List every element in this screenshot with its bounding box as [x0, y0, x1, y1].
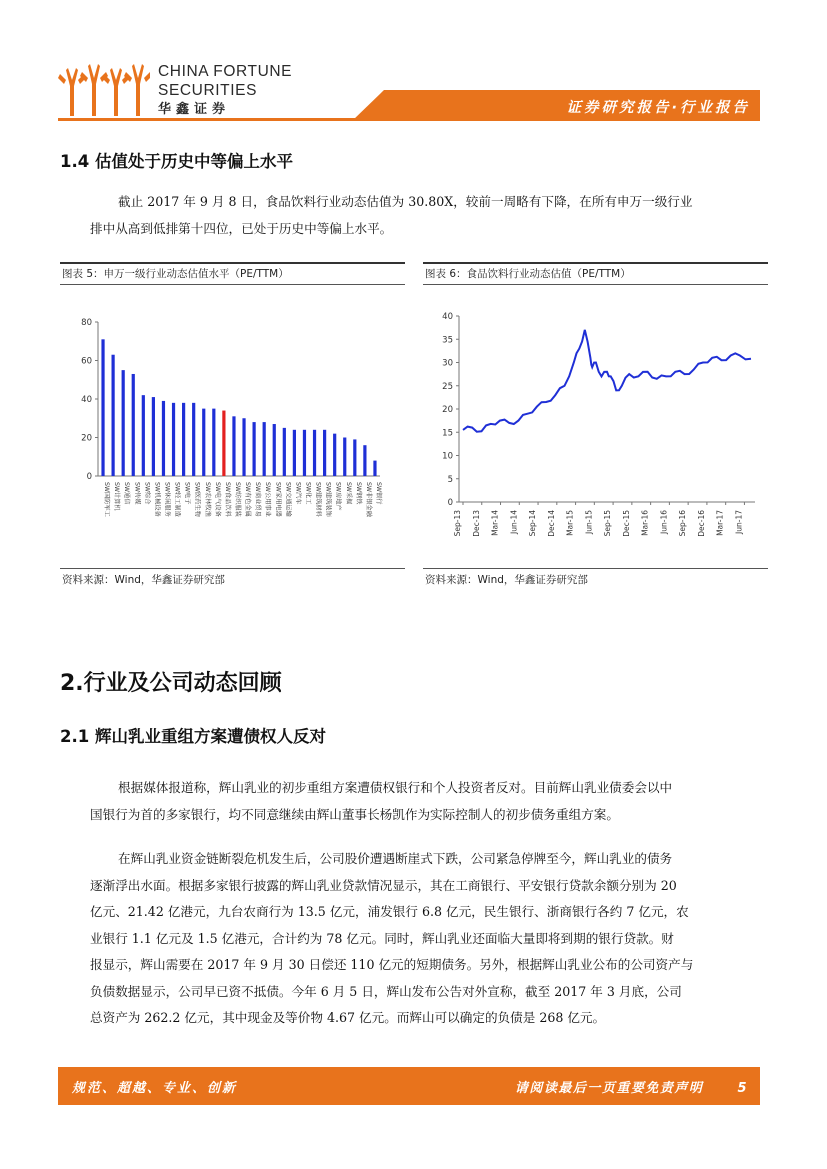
chart-top-rule	[423, 262, 768, 264]
bar	[112, 355, 115, 476]
bar	[313, 430, 316, 476]
bar	[162, 401, 165, 476]
x-tick-label: Jun-14	[509, 510, 519, 534]
bar	[273, 424, 276, 476]
category-label: SW公用事业	[264, 482, 272, 517]
category-label: SW建筑材料	[314, 482, 322, 517]
bar	[222, 411, 225, 476]
bar	[333, 434, 336, 476]
category-label: SW建筑装饰	[324, 482, 332, 517]
pe-series-line	[463, 330, 751, 432]
category-label: SW通信	[123, 482, 131, 505]
category-label: SW汽车	[294, 482, 302, 505]
category-label: SW采掘	[344, 482, 352, 505]
section-2-1-paragraph-1	[90, 775, 762, 828]
footer-disclaimer-block	[488, 1077, 748, 1096]
section-2-1-paragraph-2	[90, 846, 762, 1032]
category-label: SW农林牧渔	[203, 482, 211, 517]
x-tick-label: Sep-13	[453, 510, 462, 537]
y-tick-label: 20	[442, 405, 453, 415]
paragraph-line: 排中从高到低排第十四位，已处于历史中等偏上水平。	[90, 220, 393, 236]
chart-6-caption: 图表 6：食品饮料行业动态估值（PE/TTM）	[425, 268, 631, 280]
bar	[343, 438, 346, 477]
bar	[323, 430, 326, 476]
category-label: SW有色金属	[244, 482, 252, 517]
x-tick-label: Jun-16	[659, 510, 669, 534]
header-rule	[58, 118, 760, 121]
paragraph-line: 截止 2017 年 9 月 8 日，食品饮料行业动态估值为 30.80X，较前一周略有下降，在所有申万一级行业	[118, 194, 693, 209]
paragraph-line: 业银行 1.1 亿元及 1.5 亿港元，合计约为 78 亿元。同时，辉山乳业还面临大量即将到期的银行贷款。财	[90, 930, 674, 946]
bar	[353, 439, 356, 476]
category-label: SW食品饮料	[223, 482, 231, 517]
x-tick-label: Jun-15	[584, 510, 594, 534]
category-label: SW家用电器	[274, 482, 282, 517]
bar	[373, 461, 376, 476]
x-tick-label: Dec-14	[546, 510, 556, 537]
category-label: SW钢铁	[354, 482, 362, 505]
y-tick-label: 5	[447, 474, 453, 485]
section-heading-2: 2.行业及公司动态回顾	[60, 671, 282, 696]
bar	[122, 370, 125, 476]
category-label: SW国防军工	[103, 482, 111, 517]
footer-disclaimer: 请阅读最后一页重要免责声明	[514, 1081, 704, 1096]
section-heading-1-4: 1.4 估值处于历史中等偏上水平	[60, 152, 293, 171]
brand-name-cn: 华鑫证券	[158, 101, 231, 116]
y-tick-label: 0	[447, 498, 453, 508]
category-label: SW化工	[304, 482, 312, 505]
category-label: SW医药生物	[193, 482, 201, 517]
brand-block	[158, 62, 292, 118]
chart-6-source: 资料来源：Wind，华鑫证券研究部	[425, 574, 588, 586]
bar	[132, 374, 135, 476]
bar	[152, 397, 155, 476]
bar	[363, 445, 366, 476]
chart-source-rule	[423, 568, 768, 569]
category-label: SW机械设备	[153, 482, 161, 517]
paragraph-line: 总资产为 262.2 亿元，其中现金及等价物 4.67 亿元。而辉山可以确定的负债是 268 亿元。	[90, 1010, 606, 1025]
paragraph-line: 逐渐浮出水面。根据多家银行披露的辉山乳业贷款情况显示，其在工商银行、平安银行贷款余额分别为 20	[90, 877, 677, 893]
x-tick-label: Mar-15	[565, 510, 575, 536]
y-tick-label: 40	[442, 312, 453, 322]
paragraph-line: 根据媒体报道称，辉山乳业的初步重组方案遭债权银行和个人投资者反对。目前辉山乳业债委会以中	[118, 780, 673, 795]
category-label: SW休闲服务	[163, 482, 171, 517]
category-label: SW电子	[183, 482, 191, 505]
line-chart	[423, 288, 768, 568]
x-tick-label: Sep-14	[528, 510, 538, 537]
bar	[263, 422, 266, 476]
report-type: 证券研究报告·行业报告	[566, 100, 750, 116]
y-tick-label: 0	[86, 472, 92, 482]
x-tick-label: Dec-13	[471, 510, 481, 537]
x-tick-label: Sep-15	[603, 510, 613, 537]
company-logo-icon	[58, 60, 150, 120]
chart-6-panel	[423, 262, 768, 592]
paragraph-line: 亿元、21.42 亿港元，九台农商行为 13.5 亿元，浦发银行 6.8 亿元，民生银行、浙商银行各约 7 亿元，农	[90, 904, 689, 919]
bar	[283, 428, 286, 476]
bar	[242, 418, 245, 476]
chart-caption-rule	[60, 284, 405, 285]
category-label: SW银行	[374, 482, 382, 505]
category-label: SW电气设备	[213, 482, 221, 517]
y-tick-label: 10	[442, 451, 453, 462]
category-label: SW非银金融	[364, 482, 372, 517]
bar	[212, 409, 215, 476]
y-tick-label: 40	[81, 395, 92, 405]
category-label: SW综合	[143, 482, 151, 505]
category-label: SW传媒	[133, 482, 141, 505]
x-tick-label: Mar-17	[715, 510, 725, 536]
category-label: SW商业贸易	[254, 482, 262, 517]
bar	[142, 395, 145, 476]
brand-name-en-line2: SECURITIES	[158, 82, 258, 99]
y-tick-label: 35	[442, 335, 453, 346]
page-number: 5	[737, 1081, 748, 1096]
y-tick-label: 15	[442, 428, 453, 439]
x-tick-label: Sep-16	[678, 510, 688, 537]
x-tick-label: Dec-15	[621, 510, 631, 537]
chart-5-panel	[60, 262, 405, 592]
y-tick-label: 25	[442, 381, 453, 392]
y-tick-label: 30	[442, 358, 453, 369]
x-tick-label: Jun-17	[734, 510, 744, 534]
y-tick-label: 80	[81, 318, 92, 328]
bar	[293, 430, 296, 476]
category-label: SW计算机	[113, 482, 121, 511]
chart-source-rule	[60, 568, 405, 569]
bar	[182, 403, 185, 476]
x-tick-label: Mar-16	[640, 510, 650, 536]
chart-caption-rule	[423, 284, 768, 285]
bar	[232, 416, 235, 476]
category-label: SW纺织服装	[233, 482, 241, 517]
section-1-4-paragraph	[90, 189, 762, 242]
bar-chart	[60, 288, 405, 568]
bar	[172, 403, 175, 476]
category-label: SW交通运输	[284, 482, 292, 517]
chart-top-rule	[60, 262, 405, 264]
paragraph-line: 在辉山乳业资金链断裂危机发生后，公司股价遭遇断崖式下跌，公司紧急停牌至今，辉山乳业的债务	[118, 851, 673, 866]
bar	[192, 403, 195, 476]
y-tick-label: 60	[81, 356, 92, 367]
bar	[303, 430, 306, 476]
paragraph-line: 国银行为首的多家银行，均不同意继续由辉山董事长杨凯作为实际控制人的初步债务重组方案。	[90, 806, 619, 822]
bar	[101, 339, 104, 476]
paragraph-line: 报显示，辉山需要在 2017 年 9 月 30 日偿还 110 亿元的短期债务。另外，根据辉山乳业公布的公司资产与	[90, 957, 694, 972]
category-label: SW轻工制造	[173, 482, 181, 517]
y-tick-label: 20	[81, 433, 92, 444]
section-heading-2-1: 2.1 辉山乳业重组方案遭债权人反对	[60, 727, 326, 746]
x-tick-label: Dec-16	[696, 510, 706, 537]
chart-5-caption: 图表 5：申万一级行业动态估值水平（PE/TTM）	[62, 268, 289, 280]
paragraph-line: 负债数据显示，公司早已资不抵债。今年 6 月 5 日，辉山发布公告对外宣称，截至 2017 年 3 月底，公司	[90, 983, 682, 999]
category-label: SW房地产	[334, 482, 342, 511]
x-tick-label: Mar-14	[490, 510, 500, 536]
brand-name-en-line1: CHINA FORTUNE	[158, 63, 293, 80]
bar	[202, 409, 205, 476]
footer-motto: 规范、超越、专业、创新	[72, 1081, 238, 1096]
bar	[253, 422, 256, 476]
chart-5-source: 资料来源：Wind，华鑫证券研究部	[62, 574, 225, 586]
